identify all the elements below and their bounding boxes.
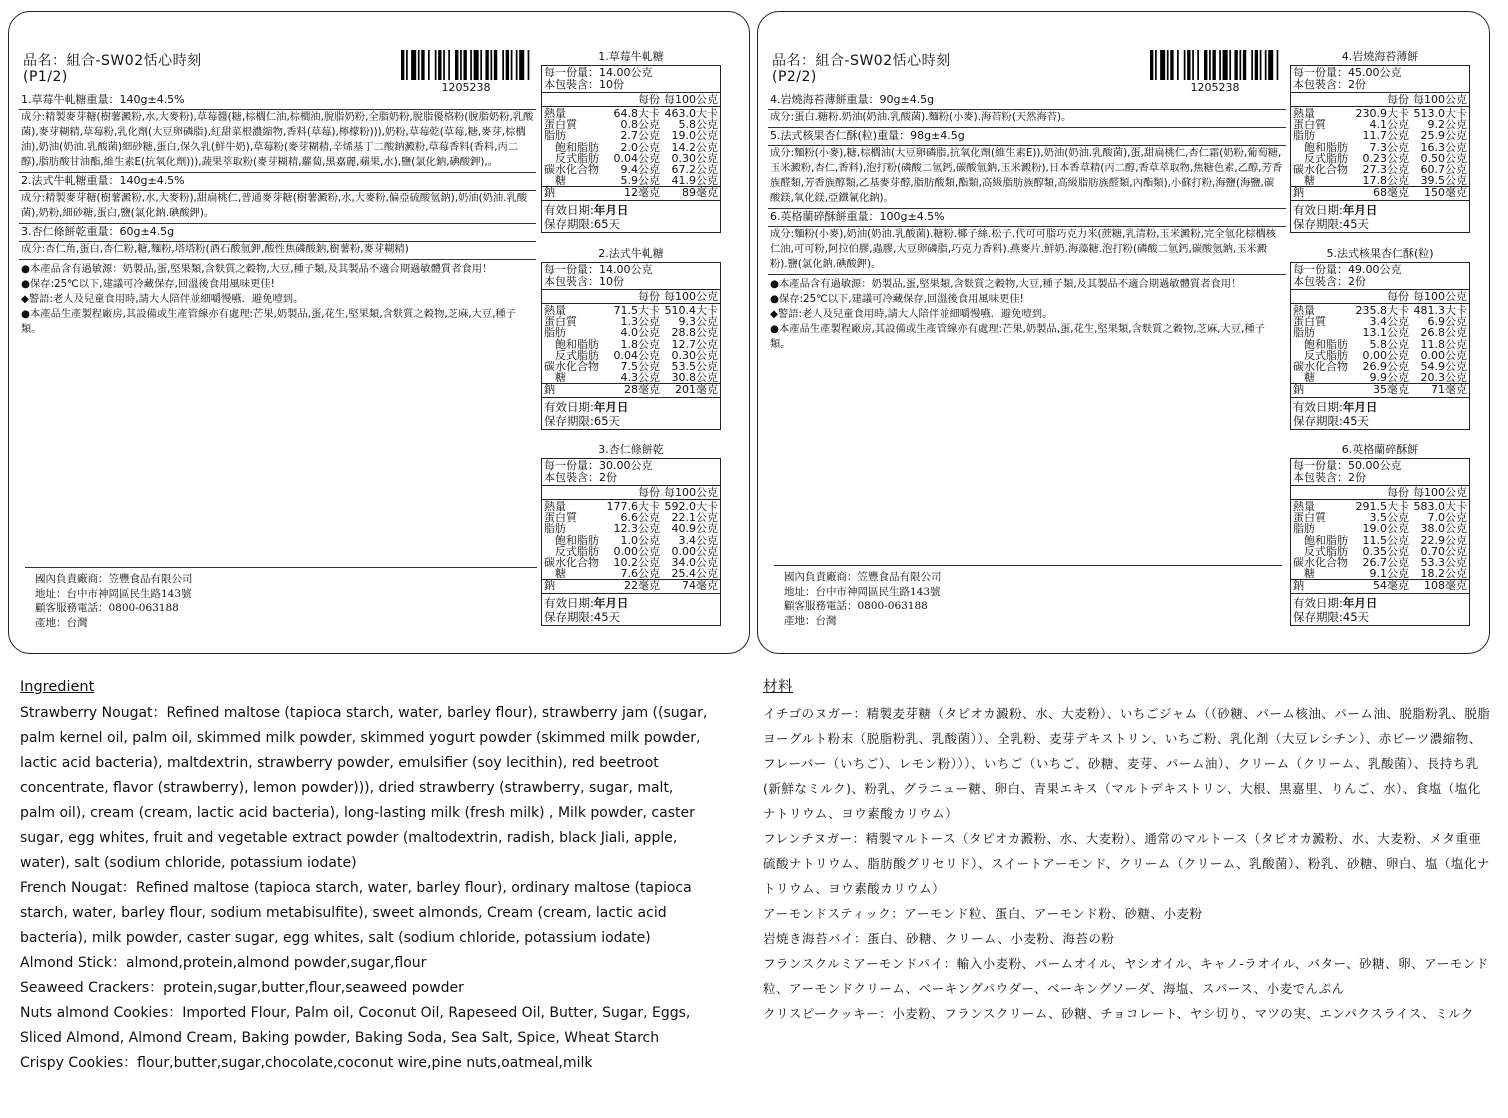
nutrition-row: 飽和脂肪 2.0公克 14.2公克 <box>555 140 718 154</box>
notes <box>768 275 1286 354</box>
ingredient-paragraph: フランスクルミアーモンドパイ：輸入小麦粉、パームオイル、ヤシオイル、キャノ-ラオイル、バター、砂糖、卵、アーモンド粒、アーモンドクリーム、ベーキングパウダー、ベーキングソーダ、海塩、スパース、小麦でんぷん <box>763 956 1489 996</box>
barcode-icon <box>401 50 531 80</box>
warning-note: ◆警語:老人及兒童食用時,請大人陪伴並細嚼慢嚥．避免噎到。 <box>21 293 304 305</box>
nutrition-row: 鈉 54毫克 108毫克 <box>1293 579 1467 593</box>
ingredient-paragraph: Seaweed Crackers：protein,sugar,butter,flour,seaweed powder <box>20 980 464 996</box>
nutrition-header: 每份 每100公克 <box>1291 93 1469 107</box>
company-info: 國內負責廠商：笠豐食品有限公司 地址：台中市神岡區民生路143號 顧客服務電話：0800-063188 產地：台灣 <box>25 567 537 630</box>
ingredient-paragraph: 岩焼き海苔パイ：蛋白、砂糖、クリーム、小麦粉、海苔の粉 <box>763 931 1115 946</box>
nutrition-row: 糖 9.1公克 18.2公克 <box>1304 567 1467 581</box>
product-name: 品名：組合-SW02恬心時刻 <box>772 53 951 69</box>
nutrition-row: 鈉 35毫克 71毫克 <box>1293 383 1467 397</box>
nutrition-row: 熱量 291.5大卡 583.0大卡 <box>1293 500 1467 513</box>
serving-info: 每一份量：49.00公克 本包裝含：2份 <box>1291 263 1469 290</box>
nutrition-row: 碳水化合物 27.3公克 60.7公克 <box>1293 163 1467 177</box>
nutrition-row: 脂肪 19.0公克 38.0公克 <box>1293 522 1467 536</box>
label-card-p1 <box>8 11 750 654</box>
ingredients-section <box>19 92 536 339</box>
nutrition-row: 糖 5.9公克 41.9公克 <box>555 174 718 188</box>
allergen-note: ●本產品含有過敏源：奶製品,蛋,堅果類,含麩質之穀物,大豆,種子類,及其製品不適合期過敏體質者食用！ <box>21 263 493 275</box>
nutrition-row: 碳水化合物 9.4公克 67.2公克 <box>544 163 718 177</box>
barcode-number: 1205238 <box>1190 81 1240 94</box>
nutrition-row: 碳水化合物 10.2公克 34.0公克 <box>544 556 718 570</box>
nutrition-row: 熱量 230.9大卡 513.0大卡 <box>1293 107 1467 120</box>
nutrition-title: 2.法式牛軋糖 <box>598 247 664 260</box>
ingredient-paragraph: フレンチヌガー：精製マルトース（タピオカ澱粉、水、大麦粉）、通常のマルトース（タピオカ澱粉、水、大麦粉、メタ重亜硫酸ナトリウム、脂肪酸グリセリド）、スイートアーモンド、クリーム（クリーム、乳酸菌）、粉乳、砂糖、卵白、塩（塩化ナトリウム、ヨウ素酸カリウム） <box>763 831 1490 896</box>
facility-note: ●本產品生產製程廠房,其設備或生產管線亦有處理:芒果,奶製品,蛋,花生,堅果類,含麩質之穀物,芝麻,大豆,種子類。 <box>770 323 1265 350</box>
nutrition-row: 反式脂肪 0.04公克 0.30公克 <box>555 348 718 362</box>
nutrition-row: 鈉 22毫克 74毫克 <box>544 579 718 593</box>
nutrition-row: 反式脂肪 0.35公克 0.70公克 <box>1304 544 1467 558</box>
barcode-icon <box>1150 50 1280 80</box>
nutrition-table <box>541 458 721 626</box>
nutrition-table <box>541 65 721 233</box>
ingredient-paragraph: アーモンドスティック：アーモンド粒、蛋白、アーモンド粉、砂糖、小麦粉 <box>763 906 1203 921</box>
nutrition-row: 糖 4.3公克 30.8公克 <box>555 371 718 385</box>
expiry-info: 有效日期:年月日 保存期限:45天 <box>544 595 629 624</box>
facility-note: ●本產品生產製程廠房,其設備或生產管線亦有處理:芒果,奶製品,蛋,花生,堅果類,含麩質之穀物,芝麻,大豆,種子類。 <box>21 308 516 335</box>
nutrition-row: 熱量 64.8大卡 463.0大卡 <box>544 107 718 120</box>
notes <box>19 260 536 339</box>
nutrition-row: 蛋白質 3.4公克 6.9公克 <box>1293 315 1467 329</box>
nutrition-row: 飽和脂肪 1.8公克 12.7公克 <box>555 337 718 351</box>
product-title <box>23 53 202 85</box>
expiry-info: 有效日期:年月日 保存期限:45天 <box>1293 399 1378 428</box>
nutrition-header: 每份 每100公克 <box>542 486 720 500</box>
nutrition-table <box>1290 262 1470 430</box>
nutrition-row: 鈉 28毫克 201毫克 <box>544 383 718 397</box>
nutrition-row: 飽和脂肪 5.8公克 11.8公克 <box>1304 337 1467 351</box>
nutrition-row: 蛋白質 1.3公克 9.3公克 <box>544 315 718 329</box>
warning-note: ◆警語:老人及兒童食用時,請大人陪伴並細嚼慢嚥．避免噎到。 <box>770 308 1053 320</box>
nutrition-row: 糖 17.8公克 39.5公克 <box>1304 174 1467 188</box>
nutrition-row: 熱量 71.5大卡 510.4大卡 <box>544 304 718 317</box>
ingredient-paragraph: French Nougat：Refined maltose (tapioca starch, water, barley flour), ordinary maltose (tapioca starch, water, barley flour, sodium metabisulfite), sweet almonds, Cream (cream, lactic acid bacteria), milk powder, caster sugar, egg whites, salt (sodium chloride, potassium iodate) <box>20 880 692 946</box>
serving-info: 每一份量：14.00公克 本包裝含：10份 <box>542 263 720 290</box>
nutrition-row: 脂肪 12.3公克 40.9公克 <box>544 522 718 536</box>
ingredient-paragraph: イチゴのヌガー：精製麦芽糖（タピオカ澱粉、水、大麦粉）、いちごジャム（（砂糖、パーム核油、パーム油、脱脂粉乳、脱脂ヨーグルト粉末（脱脂粉乳、乳酸菌））、全乳粉、麦芽デキストリン、いちご粉、乳化剤（大豆レシチン）、赤ビーツ濃縮物、フレーバー（いちご）、レモン粉）））、いちご（いちご、砂糖、麦芽、パーム油）、クリーム（クリーム、乳酸菌）、長持ち乳(新鮮なミルク)、粉乳、グラニュー糖、卵白、青果エキス（マルトデキストリン、大根、黒嘉里、りんご、水）、食塩（塩化ナトリウム、ヨウ素酸カリウム） <box>763 706 1491 821</box>
nutrition-header: 每份 每100公克 <box>1291 486 1469 500</box>
nutrition-row: 蛋白質 0.8公克 5.8公克 <box>544 118 718 132</box>
nutrition-row: 蛋白質 4.1公克 9.2公克 <box>1293 118 1467 132</box>
nutrition-header: 每份 每100公克 <box>1291 290 1469 304</box>
nutrition-title: 4.岩燒海苔薄餅 <box>1341 50 1419 63</box>
ingredient-body: 成分:精製麥芽糖(樹薯澱粉,水,大麥粉),草莓醬(糖,棕櫚仁油,棕櫚油,脫脂奶粉,全脂奶粉,脫脂優格粉(脫脂奶粉,乳酸菌),麥芽糊精,草莓粉,乳化劑(大豆卵磷脂),紅甜菜根濃縮物,香料(草莓),檸檬粉))),奶粉,草莓乾(草莓,糖,麥芽,棕櫚油),奶油(奶油.乳酸菌)細砂糖,蛋白,保久乳(鮮牛奶),草莓粉(麥芽糊精,辛烯基丁二酸鈉澱粉,草莓香料(香料,丙二醇),脂肪酸甘油酯,維生素E(抗氧化劑))),蔬果萃取粉(麥芽糊精,蘿蔔,黑嘉麗,蘋果,水),鹽(氯化鈉,碘酸鉀),。 <box>19 110 536 173</box>
nutrition-row: 鈉 12毫克 89毫克 <box>544 186 718 200</box>
company-info: 國內負責廠商：笠豐食品有限公司 地址：台中市神岡區民生路143號 顧客服務電話：0800-063188 產地：台灣 <box>774 565 1282 628</box>
nutrition-header: 每份 每100公克 <box>542 290 720 304</box>
product-name: 品名：組合-SW02恬心時刻 <box>23 53 202 69</box>
nutrition-title: 3.杏仁條餅乾 <box>598 443 664 456</box>
ingredient-item: 2.法式牛軋糖重量：140g±4.5% <box>19 173 536 191</box>
nutrition-row: 糖 9.9公克 20.3公克 <box>1304 371 1467 385</box>
japanese-heading: 材料 <box>763 679 793 695</box>
ingredient-paragraph: Almond Stick：almond,protein,almond powder,sugar,flour <box>20 955 427 971</box>
ingredient-item: 5.法式核果杏仁酥(粒)重量：98g±4.5g <box>768 128 1286 146</box>
japanese-ingredients <box>763 676 1493 1026</box>
serving-info: 每一份量：14.00公克 本包裝含：10份 <box>542 66 720 93</box>
nutrition-row: 反式脂肪 0.23公克 0.50公克 <box>1304 151 1467 165</box>
nutrition-row: 飽和脂肪 11.5公克 22.9公克 <box>1304 533 1467 547</box>
ingredient-item: 1.草莓牛軋糖重量：140g±4.5% <box>19 92 536 110</box>
expiry-info: 有效日期:年月日 保存期限:45天 <box>1293 595 1378 624</box>
nutrition-row: 碳水化合物 26.7公克 53.3公克 <box>1293 556 1467 570</box>
label-card-p2 <box>757 11 1490 654</box>
page-indicator: (P2/2) <box>772 69 817 85</box>
expiry-info: 有效日期:年月日 保存期限:65天 <box>544 202 629 231</box>
nutrition-title: 1.草莓牛軋糖 <box>598 50 664 63</box>
english-heading: Ingredient <box>20 679 95 695</box>
nutrition-row: 反式脂肪 0.00公克 0.00公克 <box>1304 348 1467 362</box>
serving-info: 每一份量：30.00公克 本包裝含：2份 <box>542 459 720 486</box>
allergen-note: ●本產品含有過敏源：奶製品,蛋,堅果類,含麩質之穀物,大豆,種子類,及其製品不適合期過敏體質者食用！ <box>770 278 1242 290</box>
ingredient-item: 6.英格蘭碎酥餅重量：100g±4.5% <box>768 209 1286 227</box>
ingredient-item: 3.杏仁條餅乾重量：60g±4.5g <box>19 224 536 242</box>
ingredient-paragraph: Nuts almond Cookies：Imported Flour, Palm oil, Coconut Oil, Rapeseed Oil, Butter, Sugar, Eggs, Sliced Almond, Almond Cream, Baking powder, Baking Soda, Sea Salt, Spice, Wheat Starch <box>20 1005 691 1046</box>
nutrition-row: 蛋白質 3.5公克 7.0公克 <box>1293 511 1467 525</box>
nutrition-row: 熱量 235.8大卡 481.3大卡 <box>1293 304 1467 317</box>
nutrition-row: 脂肪 13.1公克 26.8公克 <box>1293 326 1467 340</box>
nutrition-title: 5.法式核果杏仁酥(粒) <box>1326 247 1434 260</box>
nutrition-table <box>541 262 721 430</box>
expiry-info: 有效日期:年月日 保存期限:45天 <box>1293 202 1378 231</box>
ingredient-item: 4.岩燒海苔薄餅重量：90g±4.5g <box>768 92 1286 110</box>
nutrition-row: 飽和脂肪 7.3公克 16.3公克 <box>1304 140 1467 154</box>
nutrition-title: 6.英格蘭碎酥餅 <box>1341 443 1419 456</box>
nutrition-row: 脂肪 4.0公克 28.8公克 <box>544 326 718 340</box>
nutrition-row: 糖 7.6公克 25.4公克 <box>555 567 718 581</box>
expiry-info: 有效日期:年月日 保存期限:65天 <box>544 399 629 428</box>
barcode-number: 1205238 <box>441 81 491 94</box>
serving-info: 每一份量：50.00公克 本包裝含：2份 <box>1291 459 1469 486</box>
nutrition-table <box>1290 458 1470 626</box>
nutrition-row: 脂肪 2.7公克 19.0公克 <box>544 129 718 143</box>
page-indicator: (P1/2) <box>23 69 68 85</box>
storage-note: ●保存:25℃以下,建議可冷藏保存,回溫後食用風味更佳! <box>770 293 1024 305</box>
ingredient-paragraph: Strawberry Nougat：Refined maltose (tapioca starch, water, barley flour), strawberry jam ((sugar, palm kernel oil, palm oil, skimmed milk powder, skimmed yogurt powder (skimmed milk powder, lactic acid bacteria), maltdextrin, strawberry powder, emulsifier (soy lecithin), red beetroot concentrate, flavor (strawberry), lemon powder))), dried strawberry (strawberry, sugar, malt, palm oil), cream (cream, lactic acid bacteria), long-lasting milk (fresh milk) , Milk powder, caster sugar, egg whites, fruit and vegetable extract powder (maltodextrin, radish, black Jiali, apple, water), salt (sodium chloride, potassium iodate) <box>20 705 708 871</box>
ingredient-body: 成分:精製麥芽糖(樹薯澱粉,水,大麥粉),甜扁桃仁,普通麥芽糖(樹薯澱粉,水,大麥粉,偏亞硫酸氫鈉),奶油(奶油.乳酸菌),奶粉,細砂糖,蛋白,鹽(氯化鈉.碘酸鉀)。 <box>19 191 536 224</box>
ingredient-body: 成分:麵粉(小麥),奶油(奶油.乳酸菌).糖粉.椰子絲.松子.代可可脂巧克力米(蔗糖,乳清粉,玉米澱粉,完全氫化棕櫚核仁油,可可粉,阿拉伯膠,蟲膠,大豆卵磷脂,巧克力香料).燕麥片.鮮奶.海藻糖.泡打粉(磷酸二氫鈣,碳酸氫鈉,玉米澱粉).鹽(氯化鈉.碘酸鉀)。 <box>768 227 1286 275</box>
nutrition-table <box>1290 65 1470 233</box>
nutrition-row: 鈉 68毫克 150毫克 <box>1293 186 1467 200</box>
nutrition-row: 反式脂肪 0.00公克 0.00公克 <box>555 544 718 558</box>
storage-note: ●保存:25℃以下,建議可冷藏保存,回溫後食用風味更佳! <box>21 278 275 290</box>
nutrition-row: 反式脂肪 0.04公克 0.30公克 <box>555 151 718 165</box>
ingredient-paragraph: Crispy Cookies：flour,butter,sugar,chocolate,coconut wire,pine nuts,oatmeal,milk <box>20 1055 593 1071</box>
serving-info: 每一份量：45.00公克 本包裝含：2份 <box>1291 66 1469 93</box>
english-ingredients <box>20 676 710 1076</box>
ingredient-body: 成分:蛋白.糖粉.奶油(奶油.乳酸菌).麵粉(小麥).海苔粉(天然海苔)。 <box>768 110 1286 128</box>
nutrition-row: 蛋白質 6.6公克 22.1公克 <box>544 511 718 525</box>
ingredients-section <box>768 92 1286 354</box>
nutrition-row: 碳水化合物 7.5公克 53.5公克 <box>544 360 718 374</box>
ingredient-paragraph: クリスピークッキー：小麦粉、フランスクリーム、砂糖、チョコレート、ヤシ切り、マツの実、エンパクスライス、ミルク <box>763 1006 1474 1021</box>
ingredient-body: 成分:杏仁角,蛋白,杏仁粉,糖,麵粉,塔塔粉(酒石酸氫鉀,酸性焦磷酸鈉,樹薯粉,麥芽糊精) <box>19 242 536 260</box>
ingredient-body: 成分:麵粉(小麥),糖,棕櫚油(大豆卵磷脂,抗氧化劑(維生素E)),奶油(奶油.乳酸菌),蛋,甜扁桃仁,杏仁霜(奶粉,葡萄糖,玉米澱粉,杏仁,香料),泡打粉(磷酸二氫鈣,碳酸氫鈉,玉米澱粉),日本香草精(丙二醇,香草萃取物,焦糖色素,乙醇,芳香族醛類,芳香族醇類,乙基麥芽醇,脂肪酸類,酯類,高級脂肪族醇類,高級脂肪族醛類,內酯類),小蘇打粉,海鹽(海鹽,碳酸鎂,氧化鎂,亞鐵氰化鈉)。 <box>768 146 1286 209</box>
nutrition-row: 熱量 177.6大卡 592.0大卡 <box>544 500 718 513</box>
nutrition-row: 飽和脂肪 1.0公克 3.4公克 <box>555 533 718 547</box>
nutrition-row: 碳水化合物 26.9公克 54.9公克 <box>1293 360 1467 374</box>
product-title <box>772 53 951 85</box>
nutrition-row: 脂肪 11.7公克 25.9公克 <box>1293 129 1467 143</box>
nutrition-header: 每份 每100公克 <box>542 93 720 107</box>
